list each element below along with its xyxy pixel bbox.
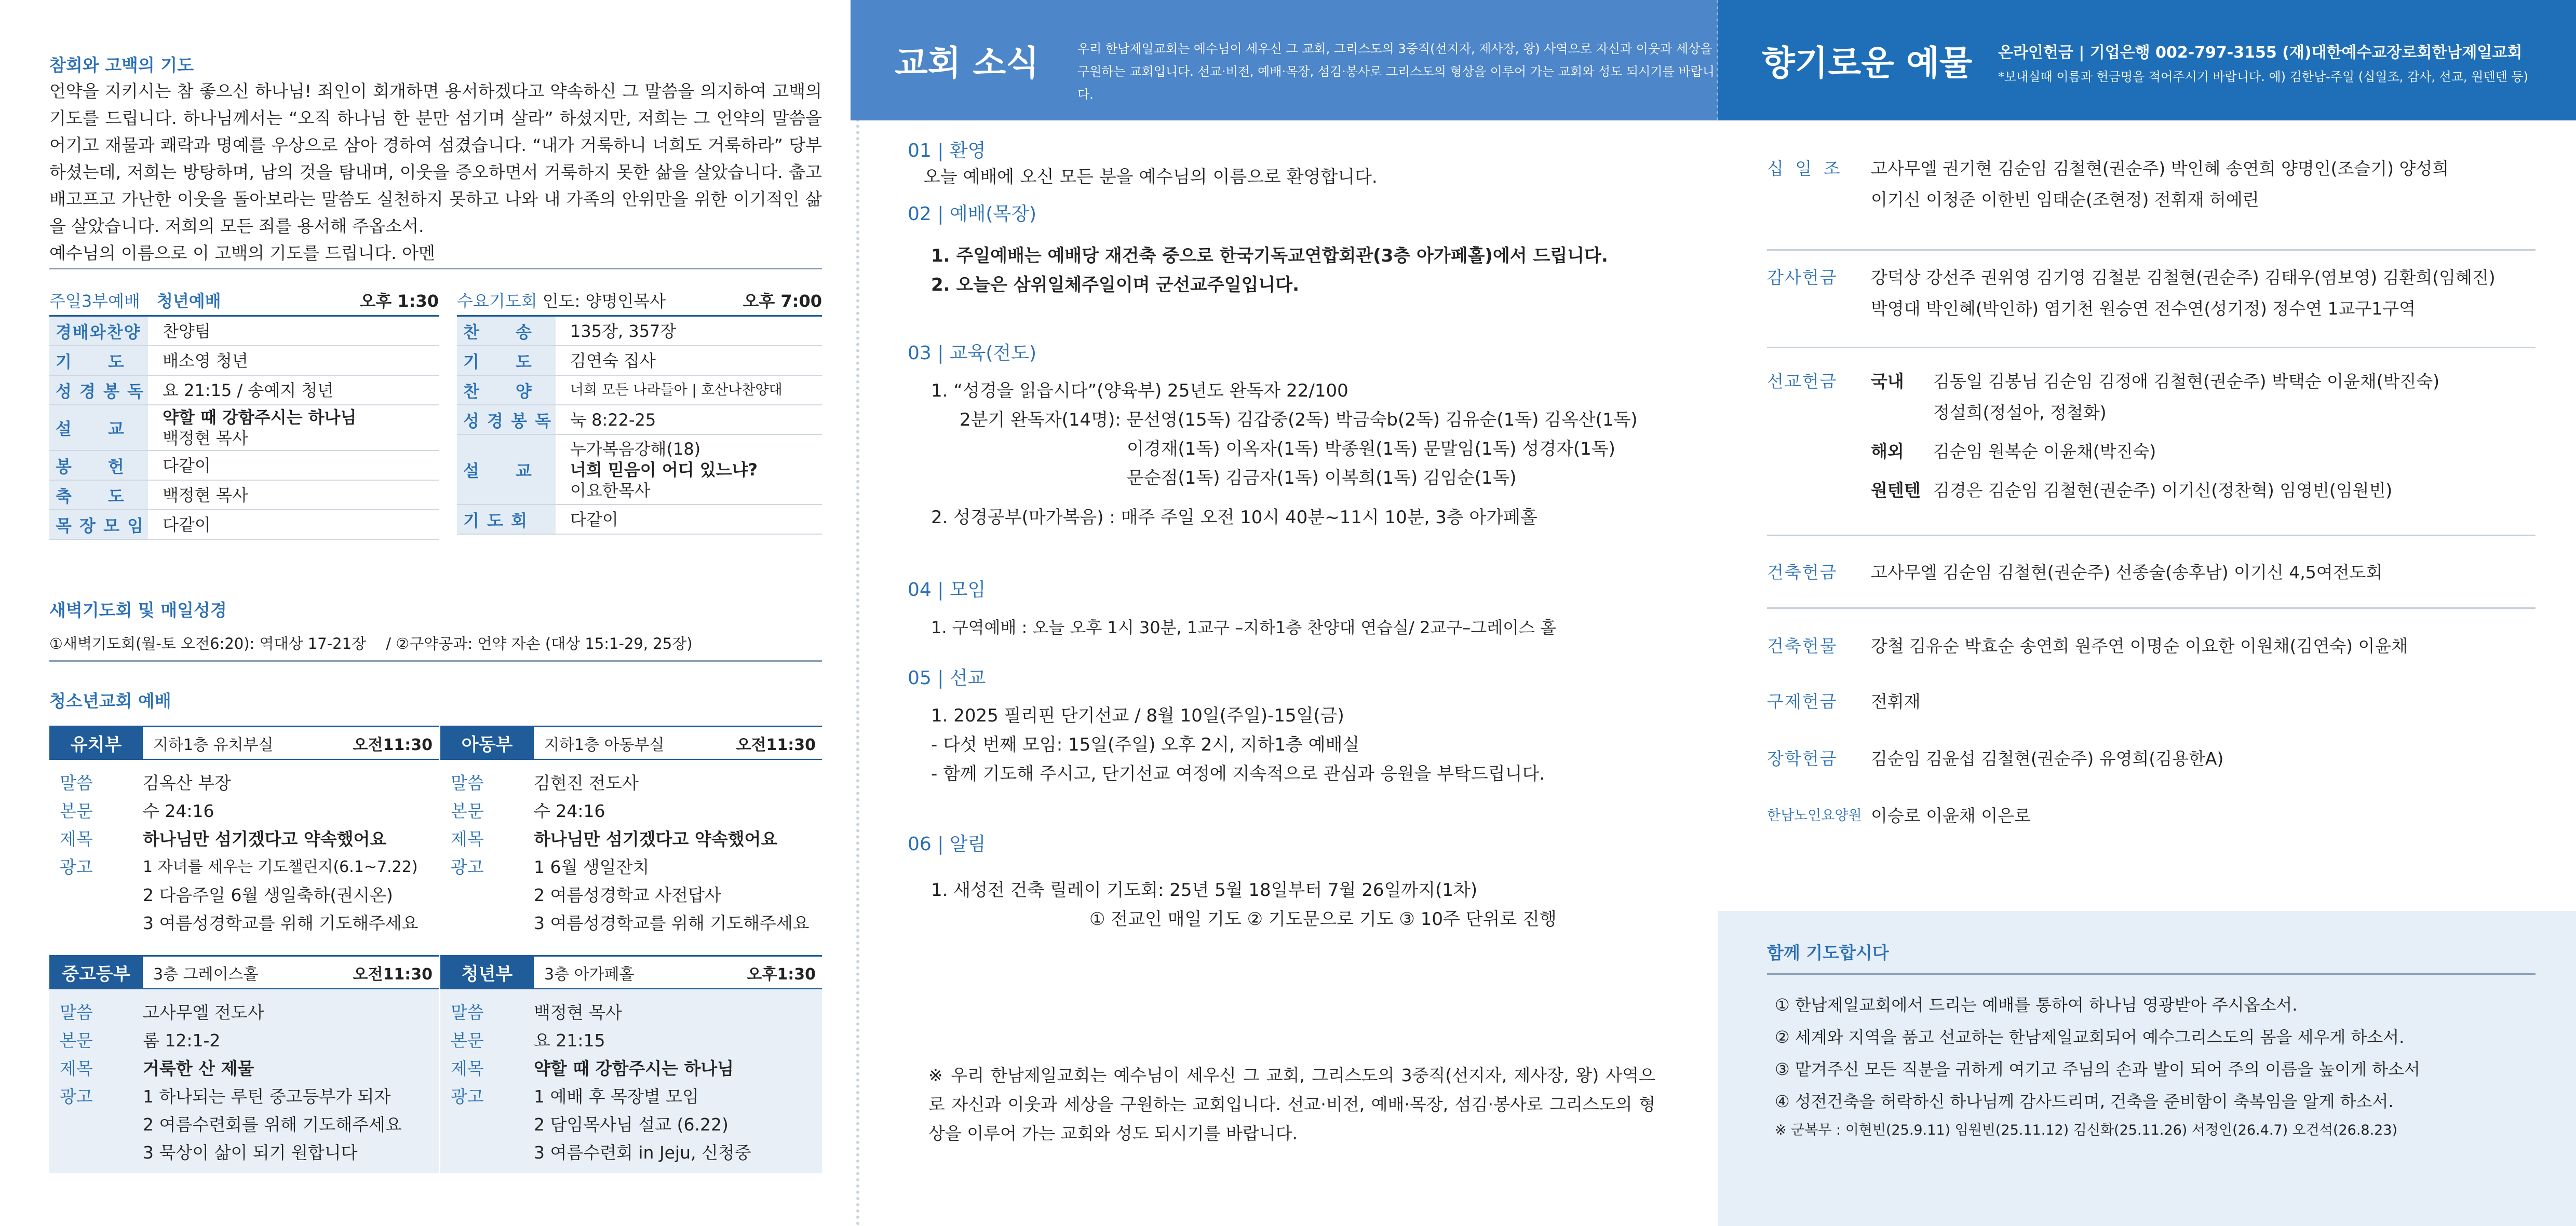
section-heading: 04 | 모임 <box>908 579 986 601</box>
row-value: 백정현 목사 <box>534 1002 622 1023</box>
service-subname: 청년예배 <box>156 291 221 311</box>
divider <box>49 660 822 662</box>
leader-name: 양명인목사 <box>585 291 666 311</box>
section-text: 2. 오늘은 삼위일체주일이며 군선교주일입니다. <box>931 275 1300 295</box>
row-value: 하나님만 섬기겠다고 약속했어요 <box>534 829 778 849</box>
row-label: 경배와찬양 <box>49 317 148 345</box>
worship-order-column <box>0 0 851 1226</box>
offering-nursing-home <box>1767 800 2535 832</box>
dept-time: 오전11:30 <box>736 735 816 754</box>
service-name: 수요기도회 <box>457 291 537 311</box>
row-value: 배소영 청년 <box>163 350 248 371</box>
service-time: 오후 7:00 <box>743 291 822 311</box>
row-value: 3 묵상이 삶이 되기 원합니다 <box>143 1142 358 1163</box>
row-value: 백정현 목사 <box>163 485 248 505</box>
row-value: 2 여름수련회를 위해 기도해주세요 <box>143 1114 402 1135</box>
section-text: - 다섯 번째 모임: 15일(주일) 오후 2시, 지하1층 예배실 <box>931 734 1360 755</box>
dept-tag: 아동부 <box>440 727 534 759</box>
sermon-series: 누가복음강해(18) <box>570 439 701 459</box>
row-label: 말씀 <box>60 1002 93 1023</box>
row-value: 김연숙 집사 <box>570 350 656 371</box>
offering-names: 박영대 박인혜(박인하) 염기천 원승연 전수연(성기정) 정수연 1교구1구역 <box>1871 298 2416 319</box>
offering-names: 김순임 김윤섭 김철현(권순주) 유영희(김용한A) <box>1871 748 2224 769</box>
offering-type: 건축헌물 <box>1767 636 1838 656</box>
offering-type: 한남노인요양원 <box>1767 808 1862 824</box>
row-label: 제목 <box>60 829 93 849</box>
young-adults-block <box>440 955 822 1173</box>
dept-time: 오전11:30 <box>353 965 433 984</box>
offering-mission <box>1767 366 2535 506</box>
children-block <box>440 726 822 937</box>
row-value: 요 21:15 <box>534 1030 605 1051</box>
wednesday-service-table <box>457 291 822 535</box>
youth-title: 청소년교회 예배 <box>49 691 171 711</box>
section-text: 문순점(1독) 김금자(1독) 이복희(1독) 김임순(1독) <box>1127 468 1517 488</box>
divider <box>1767 607 2535 609</box>
dept-location: 3층 아가페홀 <box>544 965 635 984</box>
middle-high-block <box>49 955 439 1173</box>
row-value: 3 여름성경학교를 위해 기도해주세요 <box>143 913 419 933</box>
section-heading: 01 | 환영 <box>908 140 986 161</box>
section-text: ① 전교인 매일 기도 ② 기도문으로 기도 ③ 10주 단위로 진행 <box>1089 909 1557 930</box>
row-label: 설 교 <box>49 405 148 450</box>
dawn-prayer-title: 새벽기도회 및 매일성경 <box>49 600 227 620</box>
offering-type: 구제헌금 <box>1767 691 1838 712</box>
section-text: 1. 2025 필리핀 단기선교 / 8월 10일(주일)-15일(금) <box>931 705 1344 726</box>
row-label: 말씀 <box>451 1002 484 1023</box>
offering-names: 강덕상 강선주 권위영 김기영 김철분 김철현(권순주) 김태우(염보영) 김환희(임혜진) <box>1871 267 2496 288</box>
sunday-service-header <box>49 291 439 317</box>
row-value: 135장, 357장 <box>570 321 677 341</box>
section-text: 오늘 예배에 오신 모든 분을 예수님의 이름으로 환영합니다. <box>923 167 1378 187</box>
news-worship <box>908 199 1676 299</box>
offering-names: 김경은 김순임 김철현(권순주) 이기신(정찬혁) 임영빈(임원빈) <box>1933 480 2393 500</box>
row-value: 요 21:15 / 송예지 청년 <box>163 380 334 400</box>
confession-text: 언약을 지키시는 참 좋으신 하나님! 죄인이 회개하면 용서하겠다고 약속하신 그 말씀을 의지하여 고백의 기도를 드립니다. 하나님께서는 “오직 하나님 한 분만 섬기며 살라” 하셨지만, 저희는 그 언약의 말씀을 어기고 재물과 쾌락과 명예를 우상으로 삼아 경하여 섬겼습니다. “내가 거룩하니 너희도 거룩하라” 당부하셨는데, 저희는 방탕하며, 남의 것을 탐내며, 이웃을 증오하면서 거룩하지 못한 삶을 살았습니다. 춥고 배고프고 가난한 이웃을 돌아보라는 말씀도 실천하지 못하고 나와 내 가족의 안위만을 위한 이기적인 삶을 살았습니다. 저희의 모든 죄를 용서해 주옵소서. <box>49 81 822 236</box>
row-label: 설 교 <box>457 435 556 504</box>
sermon-title: 약할 때 강함주시는 하나님 <box>163 407 357 427</box>
news-header <box>851 0 1718 120</box>
row-value: 김현진 전도사 <box>534 773 639 793</box>
section-text: 1. 구역예배 : 오늘 오후 1시 30분, 1교구 –지하1층 찬양대 연습실/ 2교구–그레이스 홀 <box>931 618 1557 637</box>
row-value: 수 24:16 <box>534 801 605 821</box>
section-text: 1. 새성전 건축 릴레이 기도회: 25년 5월 18일부터 7월 26일까지(1차) <box>931 880 1478 901</box>
offering-type: 선교헌금 <box>1767 371 1838 391</box>
row-value: 다같이 <box>163 455 211 475</box>
section-heading: 05 | 선교 <box>908 668 986 689</box>
offering-title: 향기로운 예물 <box>1762 43 1973 83</box>
kindergarten-block <box>49 726 439 937</box>
row-label: 말씀 <box>60 773 93 793</box>
row-value: 김옥산 부장 <box>143 773 231 793</box>
row-label: 봉 헌 <box>49 451 148 480</box>
row-label: 찬 양 <box>457 376 556 404</box>
offering-scholarship <box>1767 743 2535 774</box>
news-mission <box>908 663 1676 788</box>
prayer-box <box>1718 911 2576 1226</box>
offering-thanks <box>1767 262 2535 324</box>
offering-type: 건축헌금 <box>1767 562 1838 582</box>
prayer-item: ④ 성전건축을 허락하신 하나님께 감사드리며, 건축을 준비함이 축복임을 알게 하소서. <box>1775 1092 2394 1111</box>
offering-names: 김순임 원복순 이윤채(박진숙) <box>1933 441 2156 461</box>
offering-type: 십 일 조 <box>1767 158 1843 179</box>
offering-names: 이승로 이윤채 이은로 <box>1871 806 2031 826</box>
news-title: 교회 소식 <box>895 43 1040 83</box>
row-value: 3 여름성경학교를 위해 기도해주세요 <box>534 913 810 933</box>
row-label: 제목 <box>60 1058 93 1079</box>
row-label: 본문 <box>60 801 93 821</box>
news-footer-note: ※ 우리 한남제일교회는 예수님이 세우신 그 교회, 그리스도의 3중직(선지자, 제사장, 왕) 사역으로 자신과 이웃과 세상을 구원하는 교회입니다. 선교·비전, 예배·목장, 섬김·봉사로 그리스도의 형상을 이루어 가는 교회와 성도 되시기를 바랍니다. <box>928 1065 1655 1143</box>
row-label: 광고 <box>60 1086 93 1107</box>
offering-names: 강철 김유순 박효순 송연희 원주연 이명순 이요한 이원채(김연숙) 이윤채 <box>1871 636 2408 656</box>
preacher: 이요한목사 <box>570 480 651 500</box>
row-value: 다같이 <box>570 509 618 529</box>
leader-label: 인도: <box>542 291 581 311</box>
row-value: 1 자녀를 세우는 기도챌린지(6.1~7.22) <box>143 858 418 876</box>
divider <box>1767 535 2535 536</box>
confession-closing: 예수님의 이름으로 이 고백의 기도를 드립니다. 아멘 <box>49 243 435 263</box>
offering-note: *보내실때 이름과 헌금명을 적어주시기 바랍니다. 예) 김한남-주일 (십일조, 감사, 선교, 원텐텐 등) <box>1998 70 2528 84</box>
row-value: 눅 8:22-25 <box>570 410 656 430</box>
sunday-service-table <box>49 291 439 540</box>
dept-time: 오후1:30 <box>747 965 816 984</box>
mission-sub-type: 원텐텐 <box>1871 480 1921 500</box>
offering-names: 고사무엘 권기현 김순임 김철현(권순주) 박인혜 송연희 양명인(조슬기) 양성희 <box>1871 158 2449 179</box>
offering-names: 이기신 이청준 이한빈 임태순(조현정) 전휘재 허예린 <box>1871 189 2259 210</box>
offering-names: 정설희(정설아, 정철화) <box>1933 402 2107 423</box>
news-education <box>908 338 1676 532</box>
row-label: 성 경 봉 독 <box>457 405 556 434</box>
church-news-column <box>851 0 1718 1226</box>
row-label: 본문 <box>60 1030 93 1051</box>
dept-location: 3층 그레이스홀 <box>153 965 259 984</box>
row-label: 기 도 <box>457 346 556 375</box>
service-name: 주일3부예배 <box>49 291 140 311</box>
offering-names: 고사무엘 김순임 김철현(권순주) 선종술(송후남) 이기신 4,5여전도회 <box>1871 562 2383 582</box>
sermon-title: 너희 믿음이 어디 있느냐? <box>570 459 758 480</box>
dept-location: 지하1층 아동부실 <box>544 735 665 754</box>
row-label: 제목 <box>451 829 484 849</box>
prayer-item: ① 한남제일교회에서 드리는 예배를 통하여 하나님 영광받아 주시옵소서. <box>1775 995 2298 1015</box>
news-meeting <box>908 575 1676 642</box>
row-value: 수 24:16 <box>143 801 214 821</box>
row-value: 3 여름수련회 in Jeju, 신청중 <box>534 1142 751 1163</box>
dept-tag: 중고등부 <box>49 957 143 988</box>
offering-column <box>1718 0 2576 1226</box>
row-value: 고사무엘 전도사 <box>143 1002 264 1023</box>
row-value: 1 하나되는 루틴 중고등부가 되자 <box>143 1086 391 1107</box>
row-label: 광고 <box>451 857 484 877</box>
offering-type: 장학헌금 <box>1767 748 1838 769</box>
military-service-note: ※ 군복무 : 이현빈(25.9.11) 임원빈(25.11.12) 김신화(25.11.26) 서정인(26.4.7) 오건석(26.8.23) <box>1775 1122 2398 1138</box>
row-label: 말씀 <box>451 773 484 793</box>
offering-names: 전휘재 <box>1871 691 1921 712</box>
divider <box>49 268 822 269</box>
row-value: 롬 12:1-2 <box>143 1030 221 1051</box>
news-welcome <box>908 136 1676 192</box>
confession-title: 참회와 고백의 기도 <box>49 55 194 75</box>
row-label: 기 도 회 <box>457 505 556 534</box>
row-label: 본문 <box>451 801 484 821</box>
row-value: 찬양팀 <box>163 321 211 341</box>
section-text: 1. “성경을 읽읍시다”(양육부) 25년도 완독자 22/100 <box>931 380 1348 401</box>
prayer-title: 함께 기도합시다 <box>1767 943 1889 963</box>
offering-tithe <box>1767 153 2535 215</box>
row-value: 1 6월 생일잔치 <box>534 857 650 877</box>
dept-tag: 유치부 <box>49 727 143 759</box>
row-label: 광고 <box>451 1086 484 1107</box>
section-text: 2분기 완독자(14명): 문선영(15독) 김갑중(2독) 박금숙b(2독) 김유순(1독) 김옥산(1독) <box>960 410 1638 430</box>
section-heading: 06 | 알림 <box>908 834 986 855</box>
section-text: 1. 주일예배는 예배당 재건축 중으로 한국기독교연합회관(3층 아가페홀)에서 드립니다. <box>931 246 1608 266</box>
row-value: 너희 모든 나라들아 | 호산나찬양대 <box>570 382 783 398</box>
offering-relief <box>1767 686 2535 717</box>
news-desc-line2: 구원하는 교회입니다. 선교·비전, 예배·목장, 섬김·봉사로 그리스도의 형상을 이루어 가는 교회와 성도 되시기를 바랍니다. <box>1077 64 1715 102</box>
row-label: 성 경 봉 독 <box>49 376 148 404</box>
row-label: 제목 <box>451 1058 484 1079</box>
row-value: 거룩한 산 제물 <box>143 1058 254 1079</box>
section-heading: 03 | 교육(전도) <box>908 343 1037 364</box>
row-value: 약할 때 강함주시는 하나님 <box>534 1058 734 1079</box>
row-value: 다같이 <box>163 514 211 535</box>
offering-building-goods <box>1767 631 2535 662</box>
offering-names: 김동일 김봉님 김순임 김정애 김철현(권순주) 박택순 이윤채(박진숙) <box>1933 371 2440 391</box>
preacher: 백정현 목사 <box>163 428 248 448</box>
section-text: 이경재(1독) 이옥자(1독) 박종원(1독) 문말임(1독) 성경자(1독) <box>1127 439 1615 459</box>
prayer-item: ③ 맡겨주신 모든 직분을 귀하게 여기고 주님의 손과 발이 되어 주의 이름을 높이게 하소서 <box>1775 1059 2420 1079</box>
divider <box>1767 249 2535 251</box>
mission-sub-type: 해외 <box>1871 441 1904 461</box>
offering-header <box>1718 0 2576 120</box>
row-value: 1 예배 후 목장별 모임 <box>534 1086 699 1107</box>
section-text: - 함께 기도해 주시고, 단기선교 여정에 지속적으로 관심과 응원을 부탁드립니다. <box>931 764 1545 784</box>
divider <box>1767 973 2535 975</box>
offering-building <box>1767 557 2535 588</box>
row-label: 축 도 <box>49 481 148 509</box>
row-label: 기 도 <box>49 346 148 375</box>
row-label: 목 장 모 임 <box>49 510 148 539</box>
row-label: 본문 <box>451 1030 484 1051</box>
news-notice <box>908 829 1676 934</box>
service-time: 오후 1:30 <box>359 291 439 311</box>
wednesday-service-header <box>457 291 822 317</box>
dept-tag: 청년부 <box>440 957 534 988</box>
dept-time: 오전11:30 <box>353 735 433 754</box>
divider <box>1767 347 2535 348</box>
online-offering-account: 온라인헌금 | 기업은행 002-797-3155 (재)대한예수교장로회한남제일교회 <box>1998 44 2523 62</box>
dept-location: 지하1층 유치부실 <box>153 735 274 754</box>
dawn-prayer-text: ①새벽기도회(월-토 오전6:20): 역대상 17-21장 / ②구약공과: 언약 자손 (대상 15:1-29, 25장) <box>49 635 693 652</box>
news-desc-line1: 우리 한남제일교회는 예수님이 세우신 그 교회, 그리스도의 3중직(선지자, 제사장, 왕) 사역으로 자신과 이웃과 세상을 <box>1077 42 1712 56</box>
section-heading: 02 | 예배(목장) <box>908 203 1037 225</box>
row-value: 2 다음주일 6월 생일축하(권시온) <box>143 885 393 905</box>
offering-type: 감사헌금 <box>1767 267 1838 288</box>
prayer-item: ② 세계와 지역을 품고 선교하는 한남제일교회되어 예수그리스도의 몸을 세우게 하소서. <box>1775 1027 2405 1047</box>
row-label: 광고 <box>60 857 93 877</box>
section-text: 2. 성경공부(마가복음) : 매주 주일 오전 10시 40분~11시 10분, 3층 아가페홀 <box>931 507 1537 528</box>
row-value: 2 담임목사님 설교 (6.22) <box>534 1114 729 1135</box>
row-value: 하나님만 섬기겠다고 약속했어요 <box>143 829 387 849</box>
mission-sub-type: 국내 <box>1871 371 1904 391</box>
row-label: 찬 송 <box>457 317 556 345</box>
prayer-list <box>1775 989 2420 1143</box>
row-value: 2 여름성경학교 사전답사 <box>534 885 721 905</box>
